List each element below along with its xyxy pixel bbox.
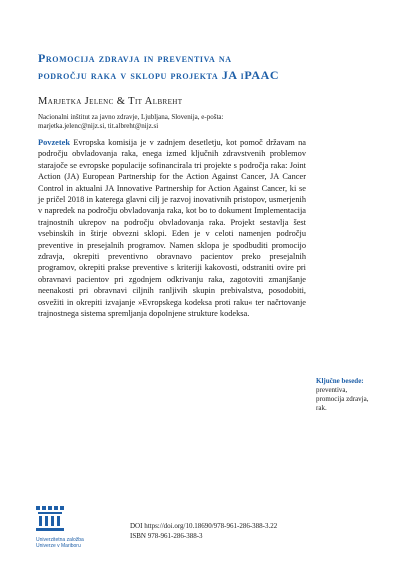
- keyword: rak.: [316, 404, 327, 412]
- keywords: [316, 377, 386, 413]
- publisher-logo-icon: [36, 506, 66, 532]
- keyword: preventiva,: [316, 386, 348, 394]
- authors: Marjetka Jelenc & Tit Albreht: [38, 96, 183, 107]
- publisher-name-line-2: Univerze v Mariboru: [36, 543, 81, 549]
- chapter-title: [38, 50, 338, 84]
- doi-link[interactable]: DOI https://doi.org/10.18690/978-961-286-388-3.22: [130, 522, 278, 530]
- publisher-name-line-1: Univerzitetna založba: [36, 537, 84, 543]
- isbn: ISBN 978-961-286-388-3: [130, 532, 203, 540]
- affiliation-emails: marjetka.jelenc@nijz.si, tit.albreht@nijz.si: [38, 122, 159, 130]
- abstract-label: Povzetek: [38, 138, 70, 147]
- chapter-title-line-1: Promocija zdravja in preventiva na: [38, 51, 232, 65]
- publisher-logo: [36, 506, 120, 556]
- affiliation-line-1: Nacionalni inštitut za javno zdravje, Ljubljana, Slovenija, e-pošta:: [38, 113, 224, 121]
- identifiers: [130, 521, 277, 541]
- affiliation: [38, 113, 278, 131]
- keyword: promocija zdravja,: [316, 395, 369, 403]
- chapter-title-line-2: področju raka v sklopu projekta JA iPAAC: [38, 68, 280, 82]
- publisher-name: [36, 537, 120, 549]
- abstract: [38, 137, 306, 320]
- abstract-text: Evropska komisija je v zadnjem desetletju, kot pomoč državam na področju obvladovanja raka, enega izmed ključnih zdravstvenih problemov starajoče se evropske populacije sofinancirala tri projekte s področja raka: Joint Action (JA) European Partnership for the Action Against Cancer, JA Cancer Control in aktualni JA Innovative Partnership for Action Against Cancer, ki se je pričel 2018 in katerega glavni cilj je razvoj inovativnih pristopov, usmerjenih v napredek na področju obvladovanja raka, kot bo to dokument Implementacija trajnostnih ukrepov na področju obvladovanja raka. Projekt sestavlja šest vsebinskih in štirje obvezni sklopi. Eden je v celoti namenjen področju preventive in presejalnih programov. Namen sklopa je spodbuditi promocijo zdravja, okrepiti preventivno obravnavo pacientov preko presejalnih programov, okrepiti prakse preventive s kriteriji kakovosti, odstraniti ovire pri obravnavi pacientov pri zgodnjem odkrivanju raka, zagotoviti zmanjšanje neenakosti pri obravnavi ciljnih ranljivih skupin prebivalstva, posodobiti, osvežiti in okrepiti izvajanje »Evropskega kodeksa proti raku« ter načrtovanje trajnostnega sistema spremljanja dopolnjene strukture kodeksa.: [38, 138, 306, 319]
- keywords-label: Ključne besede:: [316, 377, 364, 385]
